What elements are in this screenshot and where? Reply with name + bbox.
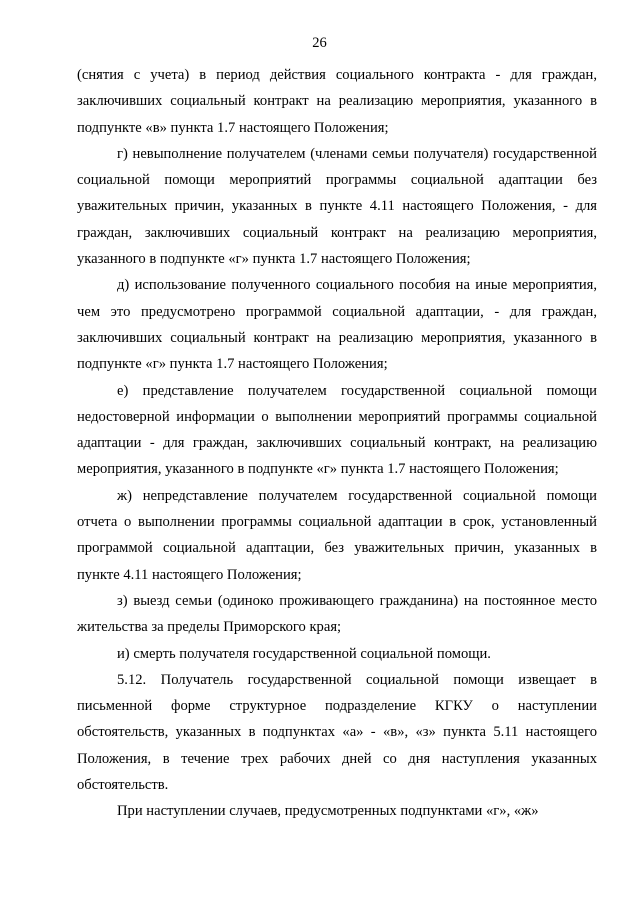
- paragraph-continuation: (снятия с учета) в период действия социального контракта - для граждан, заключивших социальный контракт на реализацию мероприятия, указанного в подпункте «в» пункта 1.7 настоящего Положения;: [77, 67, 597, 136]
- paragraph-subitem-d: д) использование полученного социального пособия на иные мероприятия, чем это предусмотрено программой социальной адаптации, - для граждан, заключивших социальный контракт на реализацию мероприятия, указанного в подпункте «г» пункта 1.7 настоящего Положения;: [77, 277, 597, 373]
- paragraph-trailing: При наступлении случаев, предусмотренных подпунктами «г», «ж»: [117, 803, 539, 820]
- paragraph-subitem-e: е) представление получателем государственной социальной помощи недостоверной информации о выполнении мероприятий программы социальной адаптации - для граждан, заключивших социальный контракт, на реализацию мероприятия, указанного в подпункте «г» пункта 1.7 настоящего Положения;: [77, 382, 597, 478]
- document-body: [77, 62, 597, 825]
- paragraph-subitem-i: и) смерть получателя государственной социальной помощи.: [117, 645, 491, 662]
- paragraph-subitem-zh: ж) непредставление получателем государственной социальной помощи отчета о выполнении программы социальной адаптации в срок, установленный программой социальной адаптации, без уважительных причин, указанных в пункте 4.11 настоящего Положения;: [77, 487, 597, 583]
- paragraph-clause-5-12: 5.12. Получатель государственной социальной помощи извещает в письменной форме структурное подразделение КГКУ о наступлении обстоятельств, указанных в подпунктах «а» - «в», «з» пункта 5.11 настоящего Положения, в течение трех рабочих дней со дня наступления указанных обстоятельств.: [77, 671, 597, 794]
- paragraph-subitem-g: г) невыполнение получателем (членами семьи получателя) государственной социальной помощи мероприятий программы социальной адаптации без уважительных причин, указанных в пункте 4.11 настоящего Положения, - для граждан, заключивших социальный контракт на реализацию мероприятия, указанного в подпункте «г» пункта 1.7 настоящего Положения;: [77, 145, 597, 268]
- page-number: 26: [312, 35, 327, 51]
- paragraph-subitem-z: з) выезд семьи (одиноко проживающего гражданина) на постоянное место жительства за пределы Приморского края;: [77, 592, 597, 636]
